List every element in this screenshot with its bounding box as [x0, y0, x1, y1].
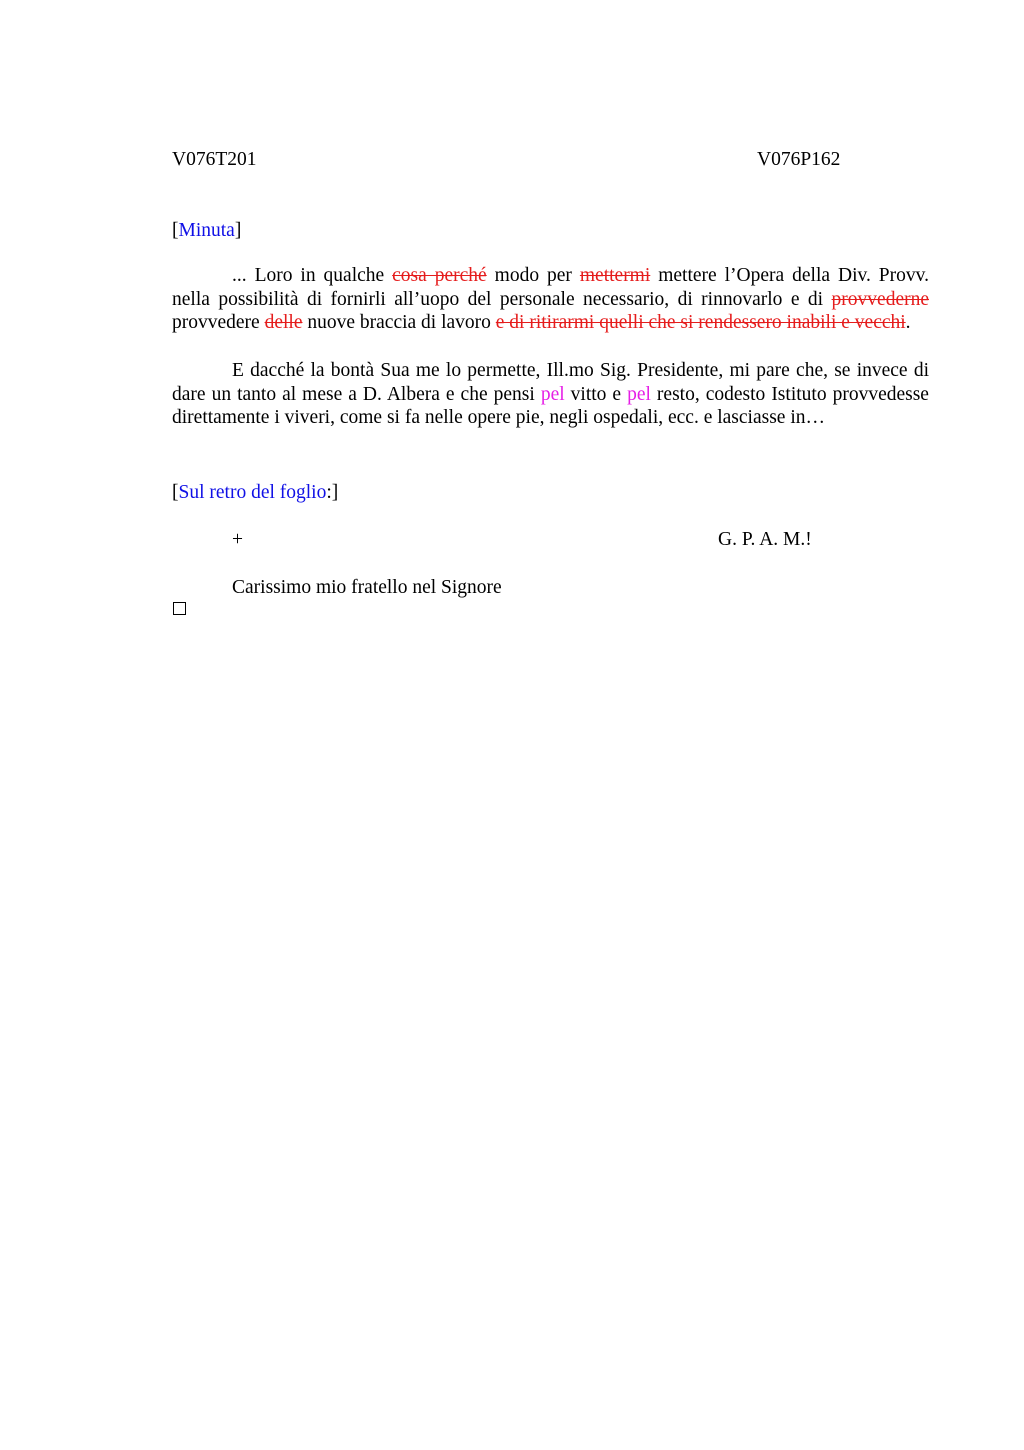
bracket-close: :] — [326, 482, 339, 503]
text-segment: ... Loro in qualche — [232, 265, 393, 286]
paragraph-1 — [172, 264, 929, 335]
highlighted-word: pel — [540, 383, 565, 405]
text-segment: nuove braccia di lavoro — [302, 312, 496, 334]
salutation: Carissimo mio fratello nel Signore — [232, 577, 502, 598]
checkbox-icon — [173, 602, 186, 615]
deleted-text: cosa perché — [392, 265, 487, 286]
deleted-text: mettermi — [579, 265, 651, 286]
document-id-left: V076T201 — [172, 149, 257, 170]
text-segment: mettere l’Opera della Div. Provv. nella possibilità di fornirli all’uopo del personale necessario, di rinnovarlo e di — [172, 265, 929, 310]
text-segment: E dacché la bontà Sua me lo permette, Ill.mo Sig. Presidente, mi pare che, se invece di dare un tanto al mese a D. Albera e che pensi — [172, 360, 929, 405]
text-segment: modo per — [486, 265, 580, 286]
paragraph-2 — [172, 359, 929, 430]
deleted-text: provvederne — [831, 288, 929, 310]
section-label-retro — [172, 483, 338, 503]
text-segment: resto, codesto Istituto provvedesse direttamente i viveri, come si fa nelle opere pie, negli ospedali, ecc. e lasciasse in… — [172, 383, 929, 429]
retro-label: Sul retro del foglio — [178, 482, 327, 503]
minuta-label: Minuta — [178, 220, 235, 241]
text-segment: vitto e — [564, 383, 628, 405]
deleted-text: e di ritirarmi quelli che si rendessero inabili e vecchi — [495, 312, 906, 334]
gpam-motto: G. P. A. M.! — [718, 529, 812, 550]
document-id-right: V076P162 — [757, 149, 841, 170]
deleted-text: delle — [264, 312, 303, 334]
highlighted-word: pel — [627, 383, 651, 405]
section-label-minuta — [172, 221, 241, 241]
bracket-close: ] — [234, 220, 242, 241]
bracket-open: [ — [172, 220, 179, 241]
text-segment: provvedere — [172, 312, 265, 334]
cross-symbol: + — [232, 529, 243, 550]
bracket-open: [ — [172, 482, 179, 503]
text-segment: . — [905, 312, 911, 334]
